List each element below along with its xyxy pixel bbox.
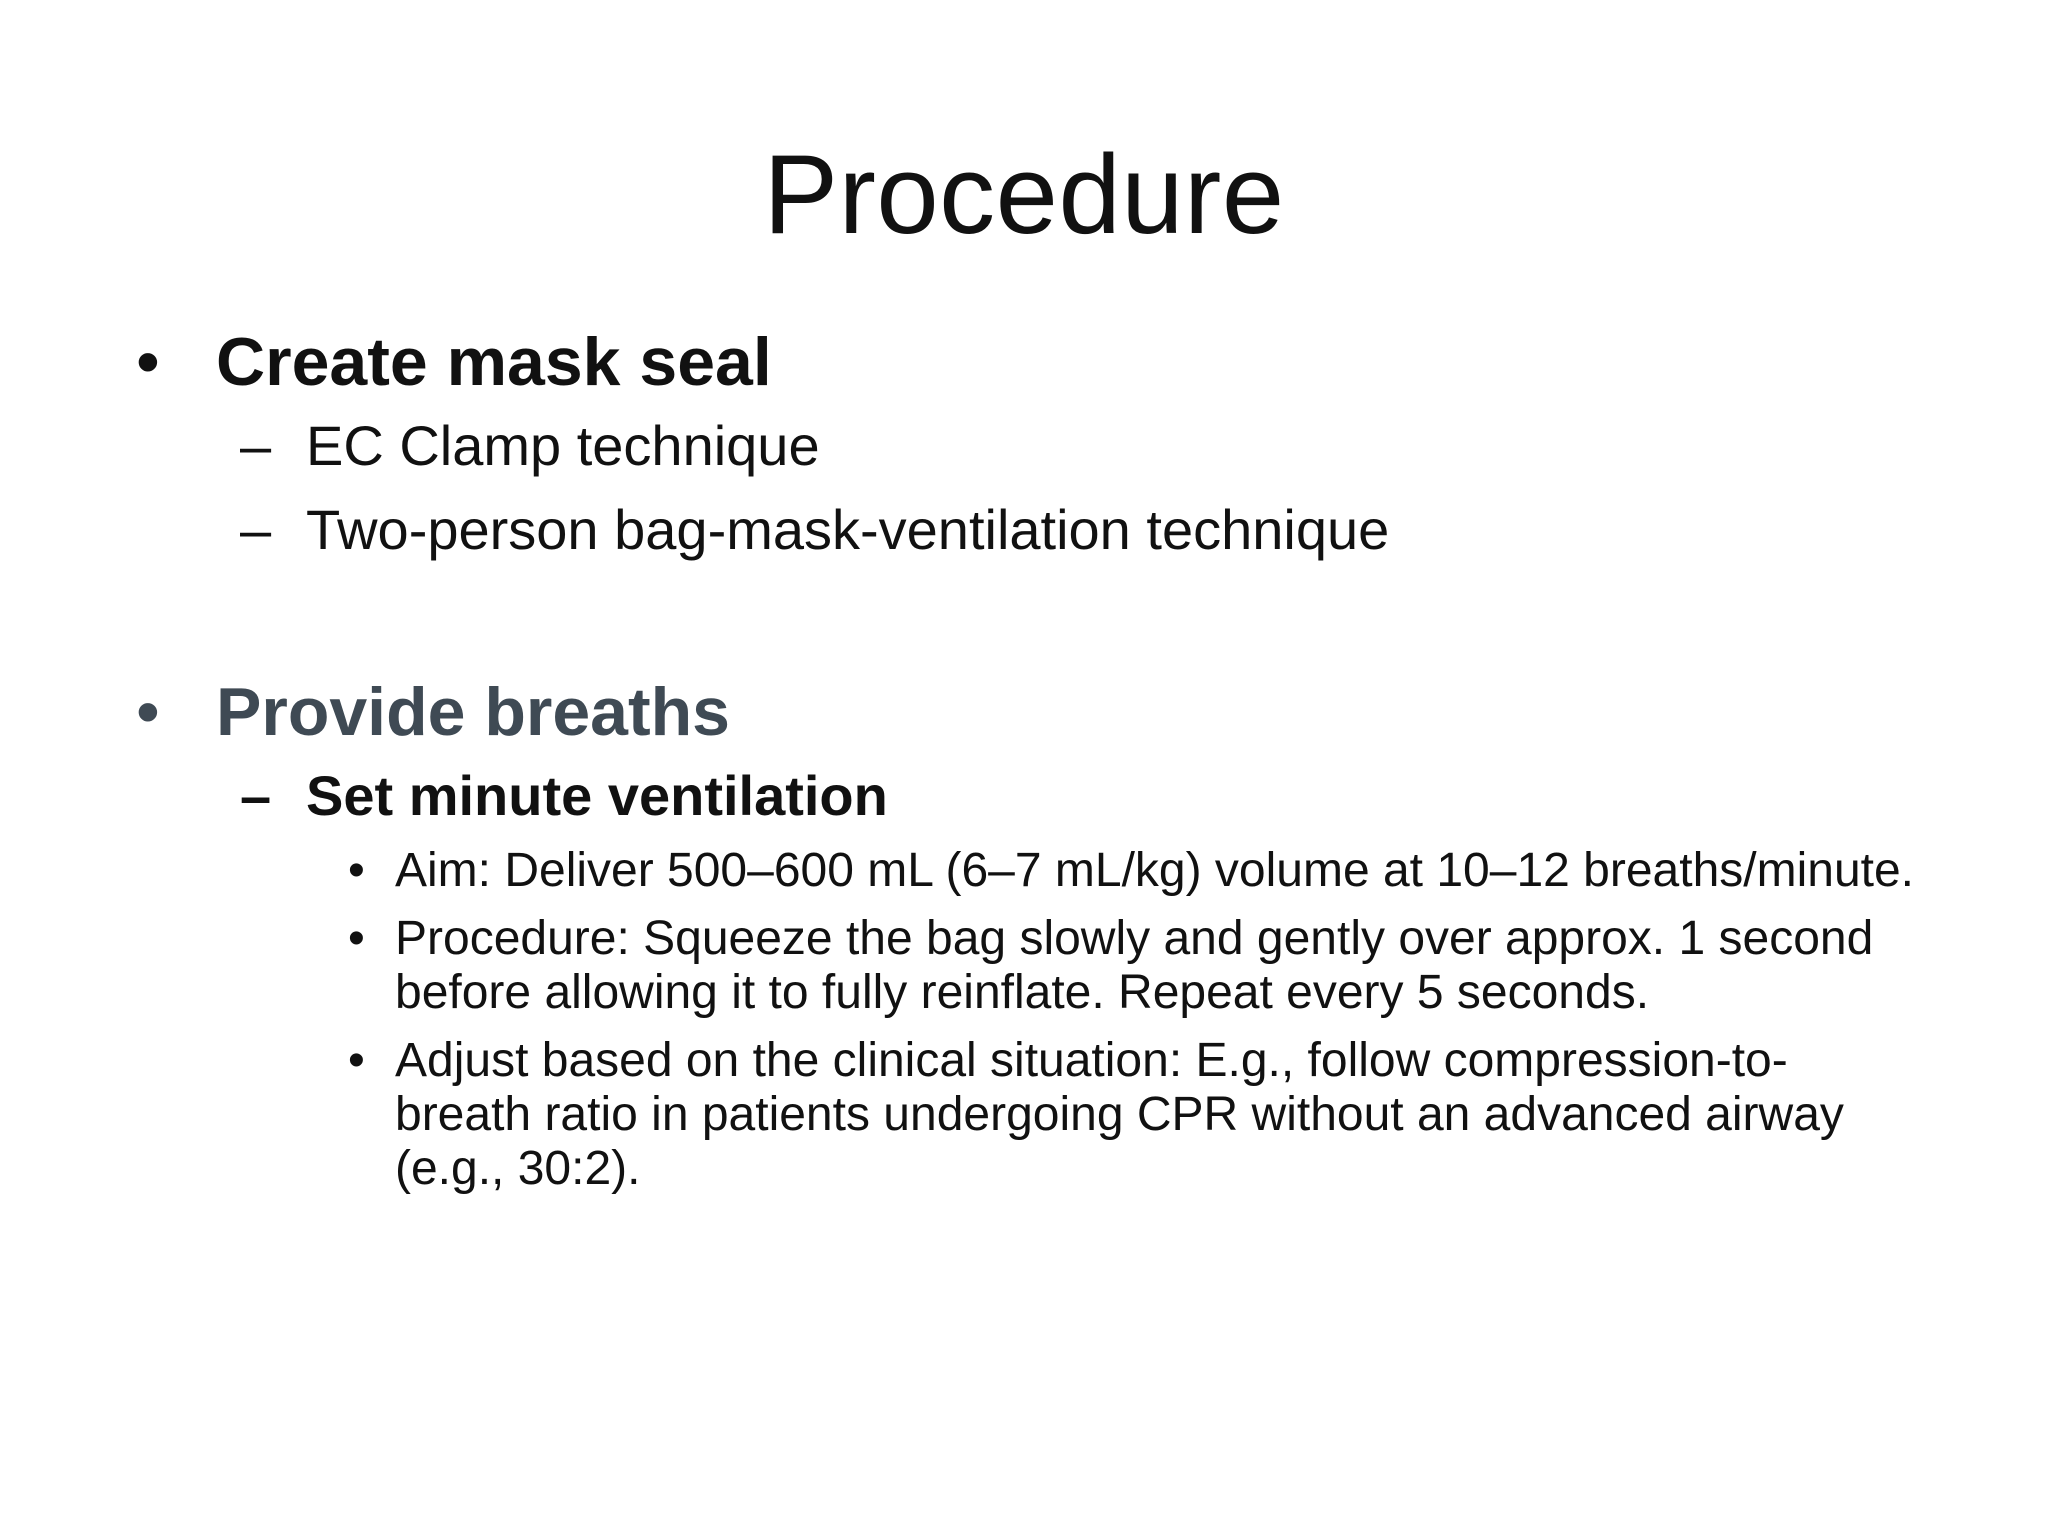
point-procedure — [130, 912, 1950, 1020]
slide-content — [130, 320, 1950, 1210]
bullet-icon: • — [348, 844, 365, 897]
bullet-icon: • — [136, 674, 160, 750]
dash-icon: – — [240, 498, 272, 561]
point-text: Procedure: Squeeze the bag slowly and gently over approx. 1 second before allowing it to fully reinflate. Repeat every 5 seconds. — [395, 912, 1874, 1019]
slide-title: Procedure — [763, 132, 1285, 257]
subitem-two-person-technique — [130, 488, 1950, 572]
subitem-text: Set minute ventilation — [306, 764, 888, 827]
point-text: Aim: Deliver 500–600 mL (6–7 mL/kg) volume at 10–12 breaths/minute. — [395, 844, 1915, 897]
point-text: Adjust based on the clinical situation: E.g., follow compression-to-breath ratio in patients undergoing CPR without an advanced airway (e.g., 30:2). — [395, 1034, 1844, 1195]
section-create-mask-seal — [130, 320, 1950, 404]
bullet-icon: • — [136, 324, 160, 400]
subitem-set-minute-ventilation — [130, 754, 1950, 838]
section-heading: Provide breaths — [216, 674, 730, 750]
subitem-ec-clamp — [130, 404, 1950, 488]
spacer — [130, 572, 1950, 670]
point-adjust — [130, 1034, 1950, 1196]
bullet-icon: • — [348, 1034, 365, 1087]
section-provide-breaths — [130, 670, 1950, 754]
dash-icon: – — [240, 764, 272, 827]
subitem-text: Two-person bag-mask-ventilation technique — [306, 498, 1390, 561]
point-aim — [130, 844, 1950, 898]
subitem-text: EC Clamp technique — [306, 414, 820, 477]
bullet-icon: • — [348, 912, 365, 965]
dash-icon: – — [240, 414, 272, 477]
section-heading: Create mask seal — [216, 324, 772, 400]
